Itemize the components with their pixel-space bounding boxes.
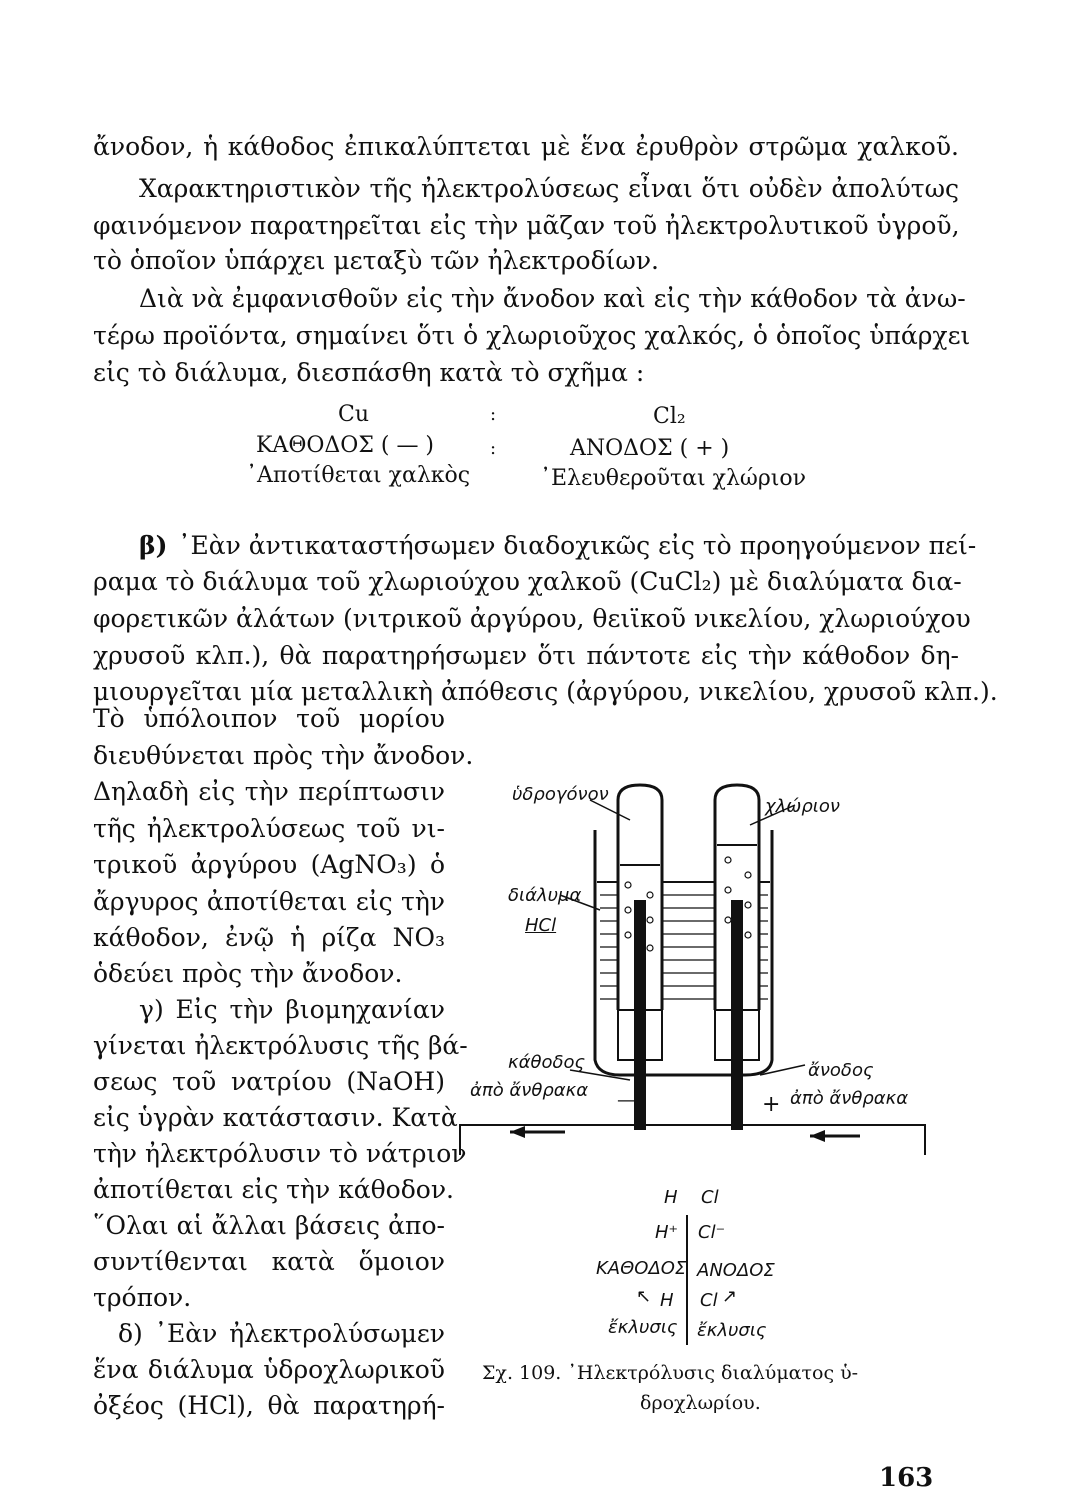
scheme-separator: :: [490, 438, 497, 459]
scheme-release-left: ἔκλυσις: [608, 1317, 678, 1338]
text-line: Διὰ νὰ ἐμφανισθοῦν εἰς τὴν ἄνοδον καὶ εἰς τὴν κάθοδον τὰ ἀνω-: [139, 284, 966, 313]
scheme-cl: Cl: [701, 1187, 719, 1208]
column-line: εἰς ὑγρὰν κατάστασιν. Κατὰ: [93, 1103, 458, 1132]
scheme-h2: H: [660, 1290, 674, 1311]
electrolysis-figure: [450, 770, 950, 1190]
column-line: συντίθενται κατὰ ὅμοιον: [93, 1247, 445, 1276]
column-line: τῆς ἠλεκτρολύσεως τοῦ νι-: [93, 814, 445, 843]
scheme-cl2: Cl₂: [653, 404, 686, 429]
text-line: τὸ ὁποῖον ὑπάρχει μεταξὺ τῶν ἠλεκτροδίων.: [93, 246, 659, 275]
column-line: σεως τοῦ νατρίου (NaOH): [93, 1067, 445, 1096]
arrow-head-icon: [510, 1126, 525, 1138]
label-anode: ἄνοδος: [808, 1060, 874, 1081]
paragraph-label: β): [139, 531, 168, 560]
column-line: Τὸ ὑπόλοιπον τοῦ μορίου: [93, 704, 445, 733]
circuit-wire: [460, 1125, 925, 1155]
text-line: τέρω προϊόντα, σημαίνει ὅτι ὁ χλωριοῦχος χαλκός, ὁ ὁποῖος ὑπάρχει: [93, 321, 971, 350]
arrow-head-icon: [810, 1130, 825, 1142]
scheme-separator: :: [490, 404, 497, 425]
arrow-down-left-icon: ↖: [636, 1286, 652, 1307]
text-line: μιουργεῖται μία μεταλλικὴ ἀπόθεσις (ἀργύρου, νικελίου, χρυσοῦ κλπ.).: [93, 677, 998, 706]
column-line: ἄργυρος ἀποτίθεται εἰς τὴν: [93, 887, 445, 916]
sign-plus: +: [762, 1092, 781, 1117]
scheme-anode-note: ᾿Ελευθεροῦται χλώριον: [540, 466, 807, 491]
column-line: γίνεται ἠλεκτρόλυσις τῆς βά-: [93, 1031, 468, 1060]
scheme-cl2: Cl: [700, 1290, 718, 1311]
text-line: φαινόμενον παρατηρεῖται εἰς τὴν μᾶζαν τοῦ ἠλεκτρολυτικοῦ ὑγροῦ,: [93, 211, 960, 240]
cathode-electrode: [634, 900, 646, 1130]
scheme-divider: [686, 1215, 688, 1345]
column-line: ἕνα διάλυμα ὑδροχλωρικοῦ: [93, 1355, 445, 1384]
text-line: χρυσοῦ κλπ.), θὰ παρατηρήσωμεν ὅτι πάντοτε εἰς τὴν κάθοδον δη-: [93, 641, 959, 670]
scheme-cathode: ΚΑΘΟΔΟΣ ( — ): [256, 433, 435, 458]
scheme-clminus: Cl⁻: [698, 1222, 726, 1243]
scheme-anodos: ΑΝΟΔΟΣ: [697, 1260, 775, 1281]
label-solution: διάλυμα: [508, 885, 582, 906]
page-number: 163: [879, 1463, 934, 1493]
column-line: Δηλαδὴ εἰς τὴν περίπτωσιν: [93, 777, 445, 806]
scheme-anode: ΑΝΟΔΟΣ ( + ): [570, 436, 730, 461]
label-cathode-material: ἀπὸ ἄνθρακα: [470, 1080, 589, 1101]
column-line: κάθοδον, ἐνῷ ἡ ρίζα NO₃: [93, 923, 445, 952]
text-line: εἰς τὸ διάλυμα, διεσπάσθη κατὰ τὸ σχῆμα :: [93, 358, 645, 387]
scheme-kathodos: ΚΑΘΟΔΟΣ: [596, 1258, 687, 1279]
figure-caption-cont: δροχλωρίου.: [640, 1392, 761, 1414]
scheme-hplus: H⁺: [655, 1222, 679, 1243]
column-line: διευθύνεται πρὸς τὴν ἄνοδον.: [93, 741, 474, 770]
column-line: ἀποτίθεται εἰς τὴν κάθοδον.: [93, 1175, 454, 1204]
text-line: ᾿Εὰν ἀντικαταστήσωμεν διαδοχικῶς εἰς τὸ προηγούμενον πεί-: [178, 531, 977, 560]
label-hydrogen: ὑδρογόνον: [512, 784, 609, 805]
column-line: ὁδεύει πρὸς τὴν ἄνοδον.: [93, 959, 403, 988]
label-anode-material: ἀπὸ ἄνθρακα: [790, 1088, 909, 1109]
column-line: ὀξέος (HCl), θὰ παρατηρή-: [93, 1391, 445, 1420]
label-chlorine: χλώριον: [765, 796, 840, 817]
scheme-cathode-note: ᾿Αποτίθεται χαλκὸς: [246, 463, 471, 488]
column-line: γ) Εἰς τὴν βιομηχανίαν: [139, 995, 445, 1024]
text-line: φορετικῶν ἀλάτων (νιτρικοῦ ἀργύρου, θειϊκοῦ νικελίου, χλωριούχου: [93, 604, 971, 633]
column-line: τρικοῦ ἀργύρου (AgNO₃) ὁ: [93, 850, 445, 879]
sign-minus: —: [617, 1090, 635, 1111]
column-line: ῞Ολαι αἱ ἄλλαι βάσεις ἀπο-: [93, 1211, 445, 1240]
figure-caption: Σχ. 109. ᾿Ηλεκτρόλυσις διαλύματος ὑ-: [482, 1362, 859, 1384]
scheme-h: H: [664, 1187, 678, 1208]
scheme-cu: Cu: [338, 402, 370, 427]
text-line: Χαρακτηριστικὸν τῆς ἠλεκτρολύσεως εἶναι ὅτι οὐδὲν ἀπολύτως: [139, 174, 959, 203]
column-line: δ) ᾿Εὰν ἠλεκτρολύσωμεν: [118, 1319, 445, 1348]
text-line: ἄνοδον, ἡ κάθοδος ἐπικαλύπτεται μὲ ἕνα ἐρυθρὸν στρῶμα χαλκοῦ.: [93, 132, 959, 161]
label-cathode: κάθοδος: [508, 1052, 586, 1073]
anode-electrode: [731, 900, 743, 1130]
scheme-release-right: ἔκλυσις: [697, 1320, 767, 1341]
text-line: ραμα τὸ διάλυμα τοῦ χλωριούχου χαλκοῦ (CuCl₂) μὲ διαλύματα δια-: [93, 567, 962, 596]
column-line: τὴν ἠλεκτρόλυσιν τὸ νάτριον: [93, 1139, 467, 1168]
label-hcl: HCl: [525, 915, 557, 936]
arrow-up-right-icon: ↗: [722, 1286, 738, 1307]
column-line: τρόπον.: [93, 1283, 192, 1312]
